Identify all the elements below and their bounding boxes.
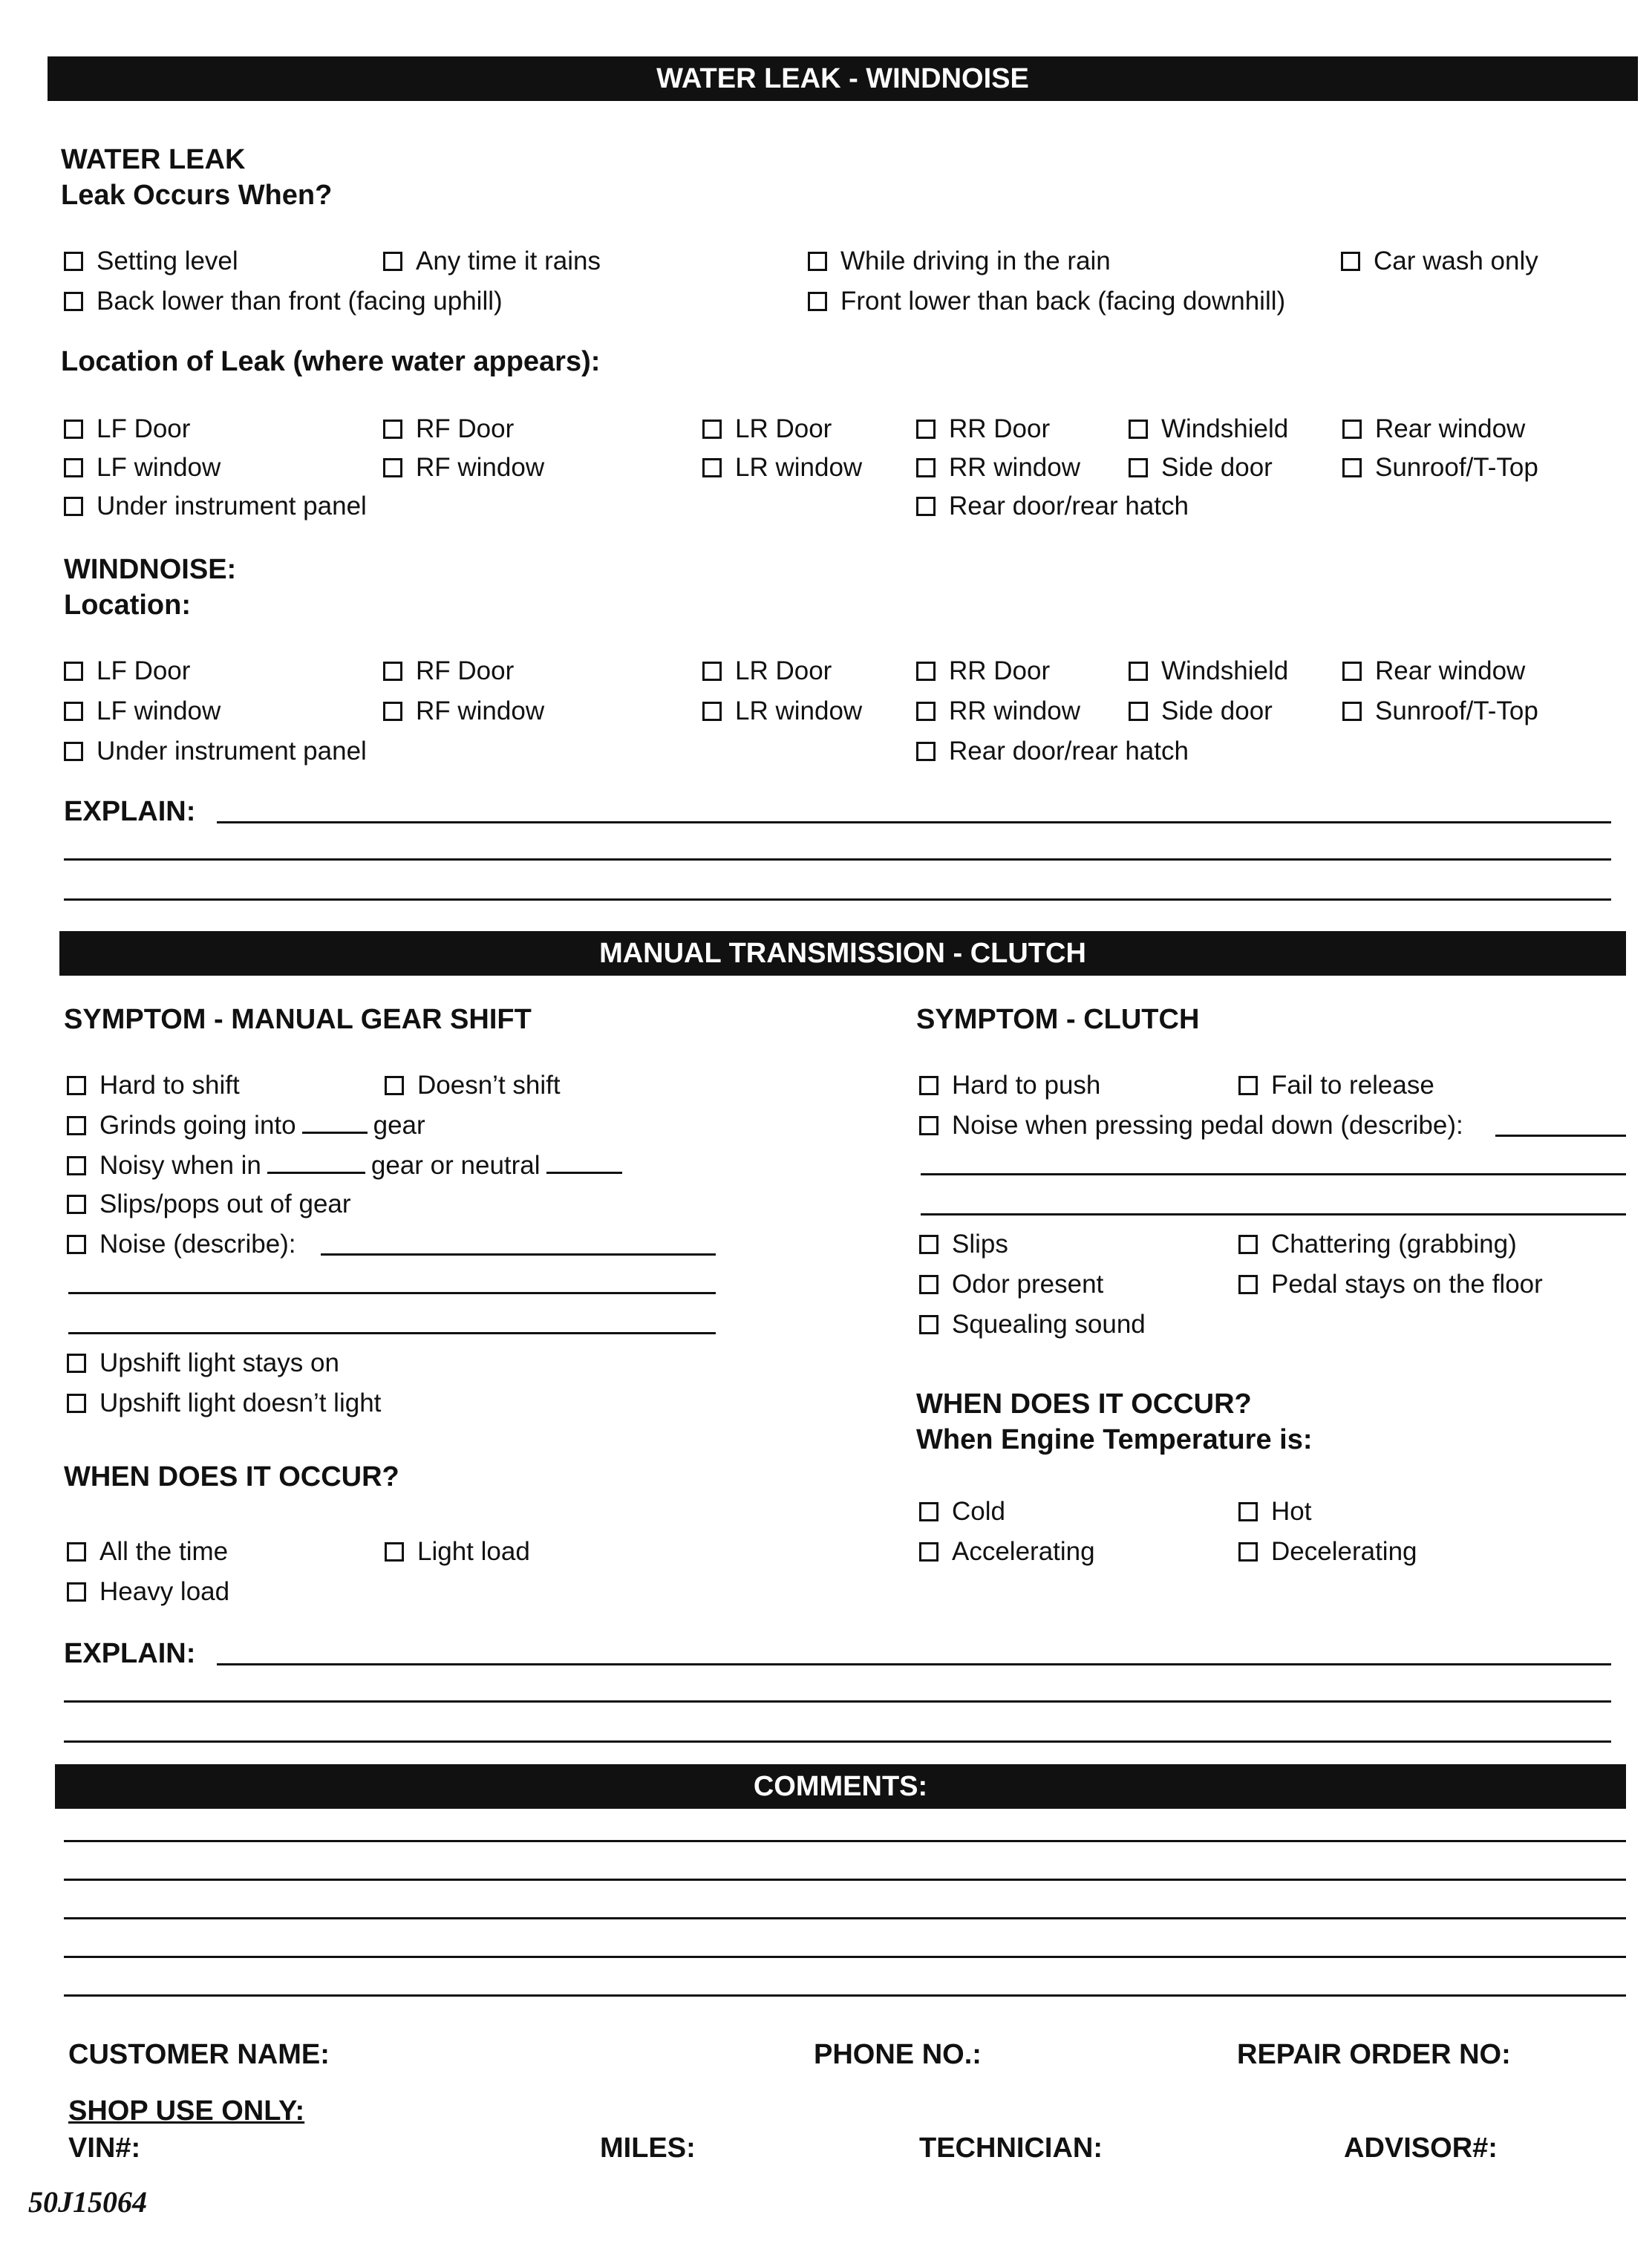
checkbox-label: Under instrument panel — [97, 492, 367, 521]
checkbox-doesnt-shift[interactable] — [385, 1071, 561, 1100]
checkbox-label: Chattering (grabbing) — [1271, 1230, 1517, 1259]
wind-lr-door[interactable] — [702, 656, 832, 686]
checkbox-label: Upshift light doesn’t light — [99, 1389, 382, 1417]
checkbox-label: LF window — [97, 453, 221, 482]
checkbox-label: LR window — [735, 453, 863, 482]
checkbox-squealing[interactable] — [919, 1310, 1146, 1340]
checkbox-noise-pedal[interactable] — [919, 1111, 1463, 1141]
section-header-comments: COMMENTS: — [55, 1764, 1626, 1809]
leak-windshield[interactable] — [1129, 414, 1288, 444]
leak-rr-window[interactable] — [916, 453, 1080, 483]
checkbox-label: Front lower than back (facing downhill) — [840, 287, 1286, 316]
checkbox-label: All the time — [99, 1537, 229, 1566]
checkbox-grinds[interactable] — [67, 1111, 425, 1141]
leak-lr-door[interactable] — [702, 414, 832, 444]
checkbox-label: Sunroof/T-Top — [1375, 696, 1538, 725]
checkbox-label: Windshield — [1161, 414, 1289, 443]
comment-line[interactable] — [64, 1917, 1626, 1919]
checkbox-label: Rear door/rear hatch — [949, 737, 1189, 766]
leak-side-door[interactable] — [1129, 453, 1273, 483]
noise-pedal-line[interactable] — [921, 1173, 1626, 1175]
noisy-gear-blank[interactable] — [267, 1171, 365, 1174]
leak-rf-door[interactable] — [383, 414, 514, 444]
checkbox-label: Cold — [952, 1497, 1005, 1526]
checkbox-front-lower[interactable] — [808, 287, 1285, 316]
when-occur-title: WHEN DOES IT OCCUR? — [64, 1461, 399, 1492]
vin-label: VIN#: — [68, 2133, 141, 2164]
checkbox-hard-to-shift[interactable] — [67, 1071, 240, 1100]
checkbox-label: LF Door — [97, 656, 191, 685]
miles-label: MILES: — [600, 2133, 696, 2164]
customer-name-label: CUSTOMER NAME: — [68, 2039, 330, 2070]
leak-sunroof[interactable] — [1342, 453, 1538, 483]
repair-order-label: REPAIR ORDER NO: — [1237, 2039, 1511, 2070]
noise-describe-line[interactable] — [321, 1253, 716, 1256]
checkbox-label: LF window — [97, 696, 221, 725]
noise-pedal-line[interactable] — [921, 1213, 1626, 1216]
clutch-title: SYMPTOM - CLUTCH — [916, 1004, 1200, 1035]
checkbox-label: Rear window — [1375, 414, 1526, 443]
wind-lr-window[interactable] — [702, 696, 862, 726]
comment-line[interactable] — [64, 1840, 1626, 1842]
windnoise-title: WINDNOISE: — [64, 554, 237, 585]
checkbox-label: Noisy when in — [99, 1151, 261, 1180]
checkbox-upshift-off[interactable] — [67, 1389, 381, 1418]
leak-lr-window[interactable] — [702, 453, 862, 483]
leak-rf-window[interactable] — [383, 453, 544, 483]
checkbox-label: RF Door — [416, 414, 515, 443]
wind-lf-door[interactable] — [64, 656, 190, 686]
checkbox-label: Any time it rains — [416, 247, 601, 275]
checkbox-label: Windshield — [1161, 656, 1289, 685]
checkbox-slips-pops[interactable] — [67, 1190, 351, 1219]
checkbox-odor[interactable] — [919, 1270, 1103, 1299]
windnoise-location-title: Location: — [64, 590, 191, 621]
checkbox-noise-describe[interactable] — [67, 1230, 296, 1259]
checkbox-label: Slips/pops out of gear — [99, 1190, 351, 1218]
comment-line[interactable] — [64, 1879, 1626, 1881]
explain-line[interactable] — [64, 898, 1611, 901]
checkbox-label: Rear window — [1375, 656, 1526, 685]
explain-label-1: EXPLAIN: — [64, 796, 196, 827]
checkbox-label: Noise (describe): — [99, 1230, 296, 1259]
checkbox-label: Side door — [1161, 696, 1273, 725]
checkbox-label: RR Door — [949, 414, 1051, 443]
noise-pedal-line[interactable] — [1495, 1135, 1626, 1137]
wind-rr-window[interactable] — [916, 696, 1080, 726]
checkbox-label: Grinds going into — [99, 1111, 296, 1140]
clutch-when-title: WHEN DOES IT OCCUR? — [916, 1389, 1252, 1420]
checkbox-label: LR Door — [735, 656, 832, 685]
checkbox-label: Under instrument panel — [97, 737, 367, 766]
checkbox-back-lower[interactable] — [64, 287, 503, 316]
engine-temp-title: When Engine Temperature is: — [916, 1424, 1313, 1455]
checkbox-label: LF Door — [97, 414, 191, 443]
checkbox-label: Side door — [1161, 453, 1273, 482]
checkbox-label: Squealing sound — [952, 1310, 1146, 1339]
grinds-gear-blank[interactable] — [302, 1131, 368, 1134]
leak-lf-window[interactable] — [64, 453, 221, 483]
explain-line[interactable] — [64, 1700, 1611, 1703]
checkbox-label: gear or neutral — [370, 1151, 541, 1180]
wind-rf-window[interactable] — [383, 696, 544, 726]
checkbox-label: Fail to release — [1271, 1071, 1434, 1100]
checkbox-label: RF Door — [416, 656, 515, 685]
checkbox-decelerating[interactable] — [1238, 1537, 1417, 1567]
wind-windshield[interactable] — [1129, 656, 1288, 686]
leak-rear-window[interactable] — [1342, 414, 1525, 444]
advisor-label: ADVISOR#: — [1344, 2133, 1498, 2164]
checkbox-light-load[interactable] — [385, 1537, 530, 1567]
checkbox-label: Hot — [1271, 1497, 1312, 1526]
leak-under-panel[interactable] — [64, 492, 367, 521]
checkbox-accelerating[interactable] — [919, 1537, 1095, 1567]
checkbox-label: Slips — [952, 1230, 1008, 1259]
checkbox-car-wash[interactable] — [1341, 247, 1538, 276]
section-header-water-leak: WATER LEAK - WINDNOISE — [48, 56, 1638, 101]
technician-label: TECHNICIAN: — [919, 2133, 1103, 2164]
checkbox-heavy-load[interactable] — [67, 1577, 229, 1607]
explain-line[interactable] — [217, 1663, 1611, 1665]
checkbox-label: While driving in the rain — [840, 247, 1111, 275]
checkbox-label: RF window — [416, 696, 545, 725]
checkbox-label: LR window — [735, 696, 863, 725]
checkbox-hot[interactable] — [1238, 1497, 1311, 1527]
checkbox-any-time-rains[interactable] — [383, 247, 601, 276]
checkbox-label: Accelerating — [952, 1537, 1095, 1566]
checkbox-all-time[interactable] — [67, 1537, 228, 1567]
checkbox-fail-release[interactable] — [1238, 1071, 1434, 1100]
gear-shift-title: SYMPTOM - MANUAL GEAR SHIFT — [64, 1004, 532, 1035]
wind-lf-window[interactable] — [64, 696, 221, 726]
leak-lf-door[interactable] — [64, 414, 190, 444]
checkbox-label: Back lower than front (facing uphill) — [97, 287, 503, 316]
explain-line[interactable] — [64, 1740, 1611, 1743]
checkbox-label: Pedal stays on the floor — [1271, 1270, 1543, 1299]
explain-line[interactable] — [64, 858, 1611, 861]
explain-label-2: EXPLAIN: — [64, 1638, 196, 1669]
checkbox-label: Setting level — [97, 247, 238, 275]
comment-line[interactable] — [64, 1994, 1626, 1997]
neutral-blank[interactable] — [546, 1171, 622, 1174]
figure-code: 50J15064 — [28, 2185, 147, 2219]
leak-occurs-title: Leak Occurs When? — [61, 180, 333, 211]
checkbox-label: Hard to push — [952, 1071, 1101, 1100]
wind-sunroof[interactable] — [1342, 696, 1538, 726]
checkbox-pedal-floor[interactable] — [1238, 1270, 1543, 1299]
checkbox-label: RF window — [416, 453, 545, 482]
checkbox-label: Rear door/rear hatch — [949, 492, 1189, 521]
checkbox-label: Hard to shift — [99, 1071, 240, 1100]
wind-rr-door[interactable] — [916, 656, 1050, 686]
leak-rr-door[interactable] — [916, 414, 1050, 444]
wind-rear-window[interactable] — [1342, 656, 1525, 686]
checkbox-driving-rain[interactable] — [808, 247, 1111, 276]
checkbox-label: RR window — [949, 453, 1080, 482]
checkbox-label: Sunroof/T-Top — [1375, 453, 1538, 482]
checkbox-cold[interactable] — [919, 1497, 1005, 1527]
checkbox-label: RR window — [949, 696, 1080, 725]
checkbox-label: Upshift light stays on — [99, 1348, 339, 1377]
checkbox-label: LR Door — [735, 414, 832, 443]
noise-describe-line[interactable] — [68, 1332, 716, 1334]
checkbox-label: Noise when pressing pedal down (describe): — [952, 1111, 1463, 1140]
leak-location-title: Location of Leak (where water appears): — [61, 346, 601, 377]
checkbox-label: Car wash only — [1374, 247, 1538, 275]
shop-use-label: SHOP USE ONLY: — [68, 2095, 305, 2127]
wind-rear-hatch[interactable] — [916, 737, 1189, 766]
wind-rf-door[interactable] — [383, 656, 514, 686]
phone-label: PHONE NO.: — [814, 2039, 982, 2070]
checkbox-label: RR Door — [949, 656, 1051, 685]
explain-line[interactable] — [217, 821, 1611, 823]
checkbox-noisy[interactable] — [67, 1151, 622, 1181]
checkbox-label: Decelerating — [1271, 1537, 1417, 1566]
checkbox-upshift-on[interactable] — [67, 1348, 339, 1378]
checkbox-label: Heavy load — [99, 1577, 230, 1606]
wind-under-panel[interactable] — [64, 737, 367, 766]
wind-side-door[interactable] — [1129, 696, 1273, 726]
checkbox-label: gear — [373, 1111, 425, 1140]
checkbox-chattering[interactable] — [1238, 1230, 1517, 1259]
checkbox-setting-level[interactable] — [64, 247, 238, 276]
checkbox-label: Odor present — [952, 1270, 1104, 1299]
noise-describe-line[interactable] — [68, 1292, 716, 1294]
leak-rear-hatch[interactable] — [916, 492, 1189, 521]
checkbox-hard-to-push[interactable] — [919, 1071, 1100, 1100]
checkbox-slips[interactable] — [919, 1230, 1008, 1259]
water-leak-title: WATER LEAK — [61, 144, 246, 175]
checkbox-label: Light load — [417, 1537, 530, 1566]
comment-line[interactable] — [64, 1956, 1626, 1958]
checkbox-label: Doesn’t shift — [417, 1071, 561, 1100]
section-header-manual-transmission: MANUAL TRANSMISSION - CLUTCH — [59, 931, 1626, 976]
